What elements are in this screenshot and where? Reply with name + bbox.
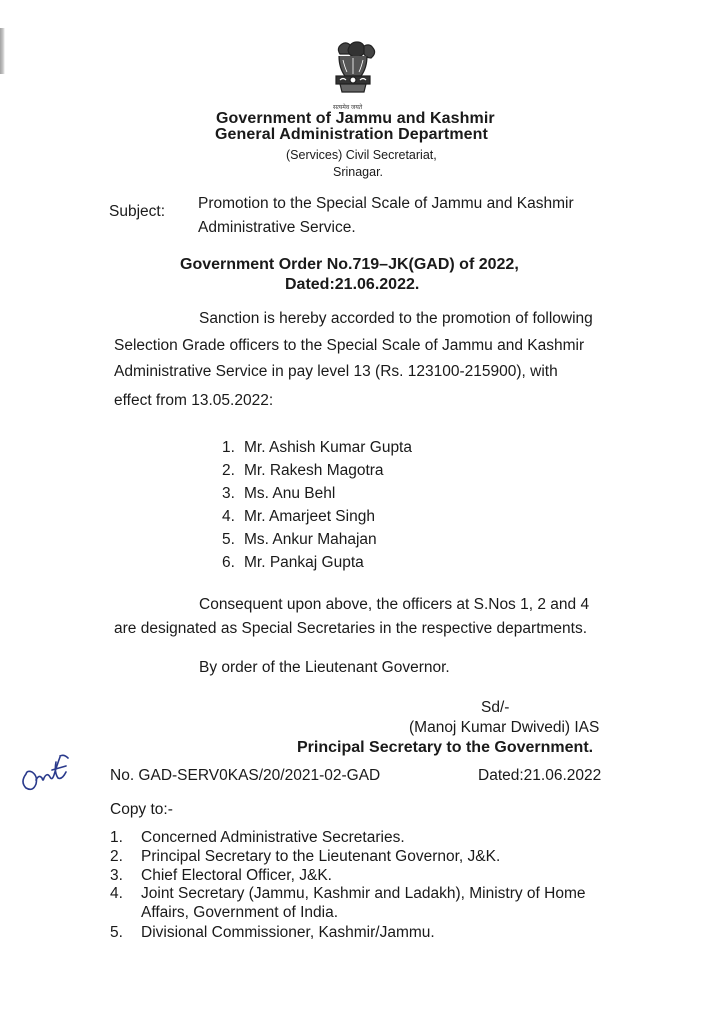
government-heading: Government of Jammu and Kashmir <box>216 110 495 127</box>
reference-date: Dated:21.06.2022 <box>478 767 602 784</box>
officer-name: Mr. Amarjeet Singh <box>244 508 375 525</box>
copy-item-text: Concerned Administrative Secretaries. <box>141 829 405 846</box>
handwritten-initials <box>16 748 76 794</box>
by-order-line: By order of the Lieutenant Governor. <box>199 659 450 676</box>
para1-line-3: Administrative Service in pay level 13 (Rs. 123100-215900), with <box>114 363 558 380</box>
copy-item-text: Affairs, Government of India. <box>141 904 339 921</box>
para2-line-2: are designated as Special Secretaries in the respective departments. <box>114 620 588 637</box>
copy-item-text: Divisional Commissioner, Kashmir/Jammu. <box>141 924 435 941</box>
order-date: Dated:21.06.2022. <box>285 276 420 293</box>
copy-to-label: Copy to:- <box>110 801 173 818</box>
subject-line-2: Administrative Service. <box>198 219 356 236</box>
officer-name: Mr. Rakesh Magotra <box>244 462 384 479</box>
officer-item: 3. Ms. Anu Behl <box>222 485 336 502</box>
copy-item: 4. Joint Secretary (Jammu, Kashmir and Ladakh), Ministry of Home Affairs, Government of India. <box>110 885 586 921</box>
subject-line-1: Promotion to the Special Scale of Jammu and Kashmir <box>198 195 574 212</box>
department-heading: General Administration Department <box>215 126 488 143</box>
signature-sd: Sd/- <box>481 699 510 716</box>
subject-label: Subject: <box>109 203 166 220</box>
para1-line-4: effect from 13.05.2022: <box>114 392 274 409</box>
copy-item-text: Chief Electoral Officer, J&K. <box>141 867 332 884</box>
emblem-motto: सत्यमेव जयते <box>333 105 363 111</box>
officer-item: 5. Ms. Ankur Mahajan <box>222 531 377 548</box>
signatory-designation: Principal Secretary to the Government. <box>297 739 594 756</box>
scan-edge-mark <box>0 28 5 74</box>
officer-item: 4. Mr. Amarjeet Singh <box>222 508 375 525</box>
office-address: (Services) Civil Secretariat, <box>286 148 437 162</box>
officer-item: 1. Mr. Ashish Kumar Gupta <box>222 439 412 456</box>
officer-name: Ms. Anu Behl <box>244 485 336 502</box>
office-city: Srinagar. <box>333 165 384 179</box>
copy-item: 5. Divisional Commissioner, Kashmir/Jammu. <box>110 924 435 941</box>
signatory-name: (Manoj Kumar Dwivedi) IAS <box>409 719 600 736</box>
copy-item-text: Joint Secretary (Jammu, Kashmir and Ladakh), Ministry of Home <box>141 885 586 902</box>
officer-item: 6. Mr. Pankaj Gupta <box>222 554 364 571</box>
para2-line-1: Consequent upon above, the officers at S.Nos 1, 2 and 4 <box>199 596 590 613</box>
copy-item-text: Principal Secretary to the Lieutenant Governor, J&K. <box>141 848 501 865</box>
national-emblem-icon <box>326 40 380 110</box>
copy-item: 1. Concerned Administrative Secretaries. <box>110 829 405 846</box>
copy-item: 3. Chief Electoral Officer, J&K. <box>110 867 332 884</box>
copy-item: 2. Principal Secretary to the Lieutenant Governor, J&K. <box>110 848 501 865</box>
officer-name: Mr. Pankaj Gupta <box>244 554 364 571</box>
para1-line-2: Selection Grade officers to the Special Scale of Jammu and Kashmir <box>114 337 585 354</box>
officer-name: Ms. Ankur Mahajan <box>244 531 377 548</box>
para1-line-1: Sanction is hereby accorded to the promotion of following <box>199 310 593 327</box>
reference-number: No. GAD-SERV0KAS/20/2021-02-GAD <box>110 767 381 784</box>
officer-name: Mr. Ashish Kumar Gupta <box>244 439 412 456</box>
order-title: Government Order No.719–JK(GAD) of 2022, <box>180 256 519 273</box>
officer-item: 2. Mr. Rakesh Magotra <box>222 462 384 479</box>
